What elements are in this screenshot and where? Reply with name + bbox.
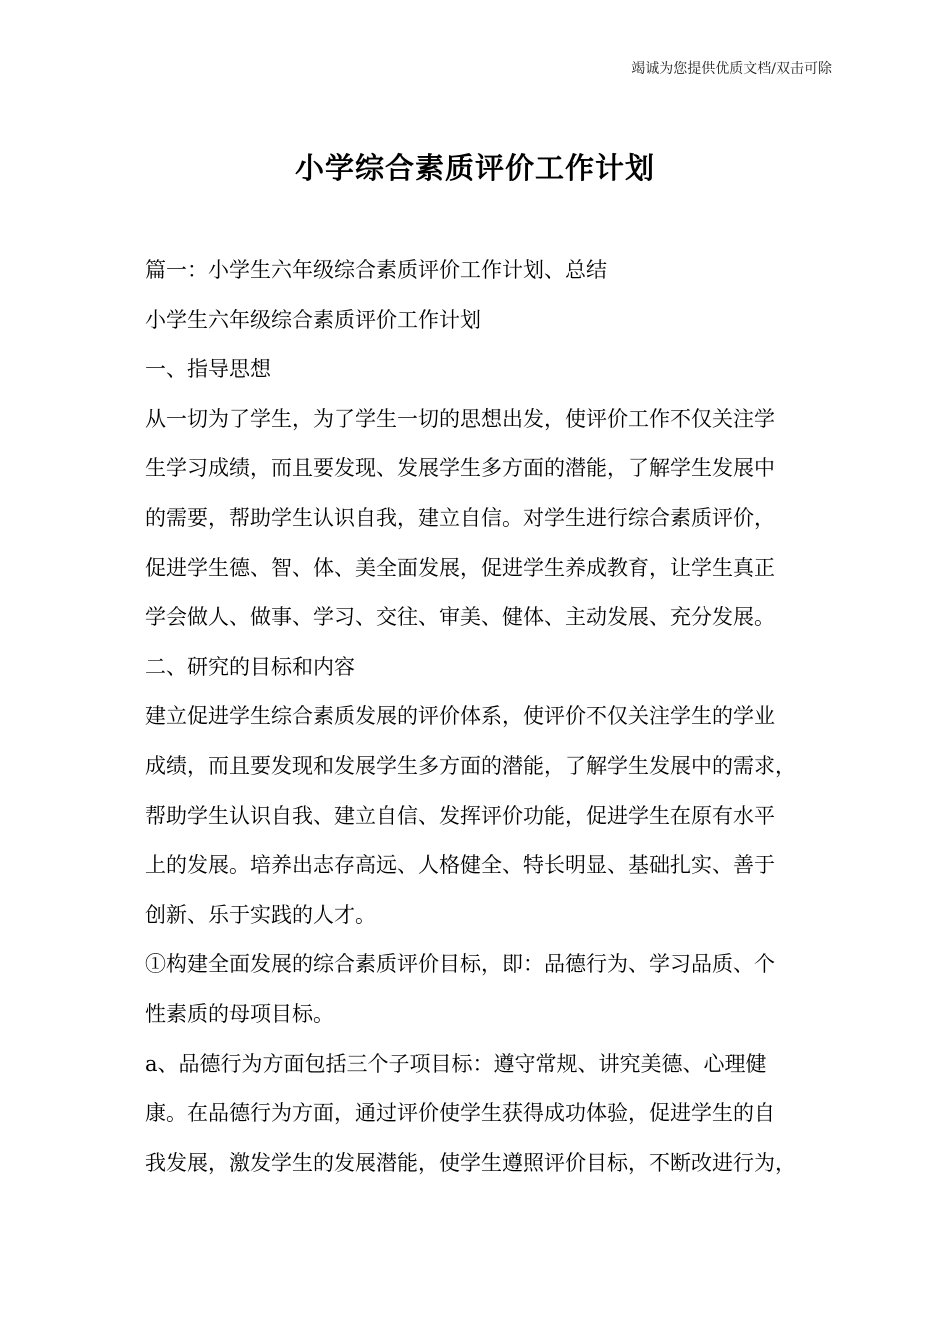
paragraph-line: 学会做人、做事、学习、交往、审美、健体、主动发展、充分发展。	[145, 605, 775, 630]
paragraph-line: 帮助学生认识自我、建立自信、发挥评价功能，促进学生在原有水平	[145, 803, 775, 828]
section-heading-article-one: 篇一：小学生六年级综合素质评价工作计划、总结	[145, 258, 607, 282]
header-note: 竭诚为您提供优质文档/双击可除	[631, 61, 832, 77]
document-body	[145, 255, 817, 1197]
paragraph-line: 创新、乐于实践的人才。	[145, 902, 376, 927]
paragraph-line: ①构建全面发展的综合素质评价目标，即：品德行为、学习品质、个	[145, 952, 775, 977]
paragraph-line: 的需要，帮助学生认识自我，建立自信。对学生进行综合素质评价，	[145, 505, 775, 530]
paragraph-line: 促进学生德、智、体、美全面发展，促进学生养成教育，让学生真正	[145, 555, 775, 580]
paragraph-line: 建立促进学生综合素质发展的评价体系，使评价不仅关注学生的学业	[145, 704, 775, 729]
paragraph-line: a、品德行为方面包括三个子项目标：遵守常规、讲究美德、心理健	[145, 1051, 767, 1076]
paragraph-line: 我发展，激发学生的发展潜能，使学生遵照评价目标，不断改进行为，	[145, 1150, 796, 1175]
section-heading-guiding-thought: 一、指导思想	[145, 357, 271, 382]
paragraph-line: 上的发展。培养出志存高远、人格健全、特长明显、基础扎实、善于	[145, 853, 775, 878]
subtitle-line: 小学生六年级综合素质评价工作计划	[145, 307, 481, 332]
document-title: 小学综合素质评价工作计划	[294, 151, 655, 185]
paragraph-line: 性素质的母项目标。	[145, 1001, 334, 1026]
section-heading-goals: 二、研究的目标和内容	[145, 654, 355, 679]
paragraph-line: 生学习成绩，而且要发现、发展学生多方面的潜能，了解学生发展中	[145, 456, 775, 481]
paragraph-line: 成绩，而且要发现和发展学生多方面的潜能，了解学生发展中的需求，	[145, 753, 796, 778]
paragraph-line: 从一切为了学生，为了学生一切的思想出发，使评价工作不仅关注学	[145, 406, 775, 431]
paragraph-line: 康。在品德行为方面，通过评价使学生获得成功体验，促进学生的自	[145, 1101, 775, 1126]
